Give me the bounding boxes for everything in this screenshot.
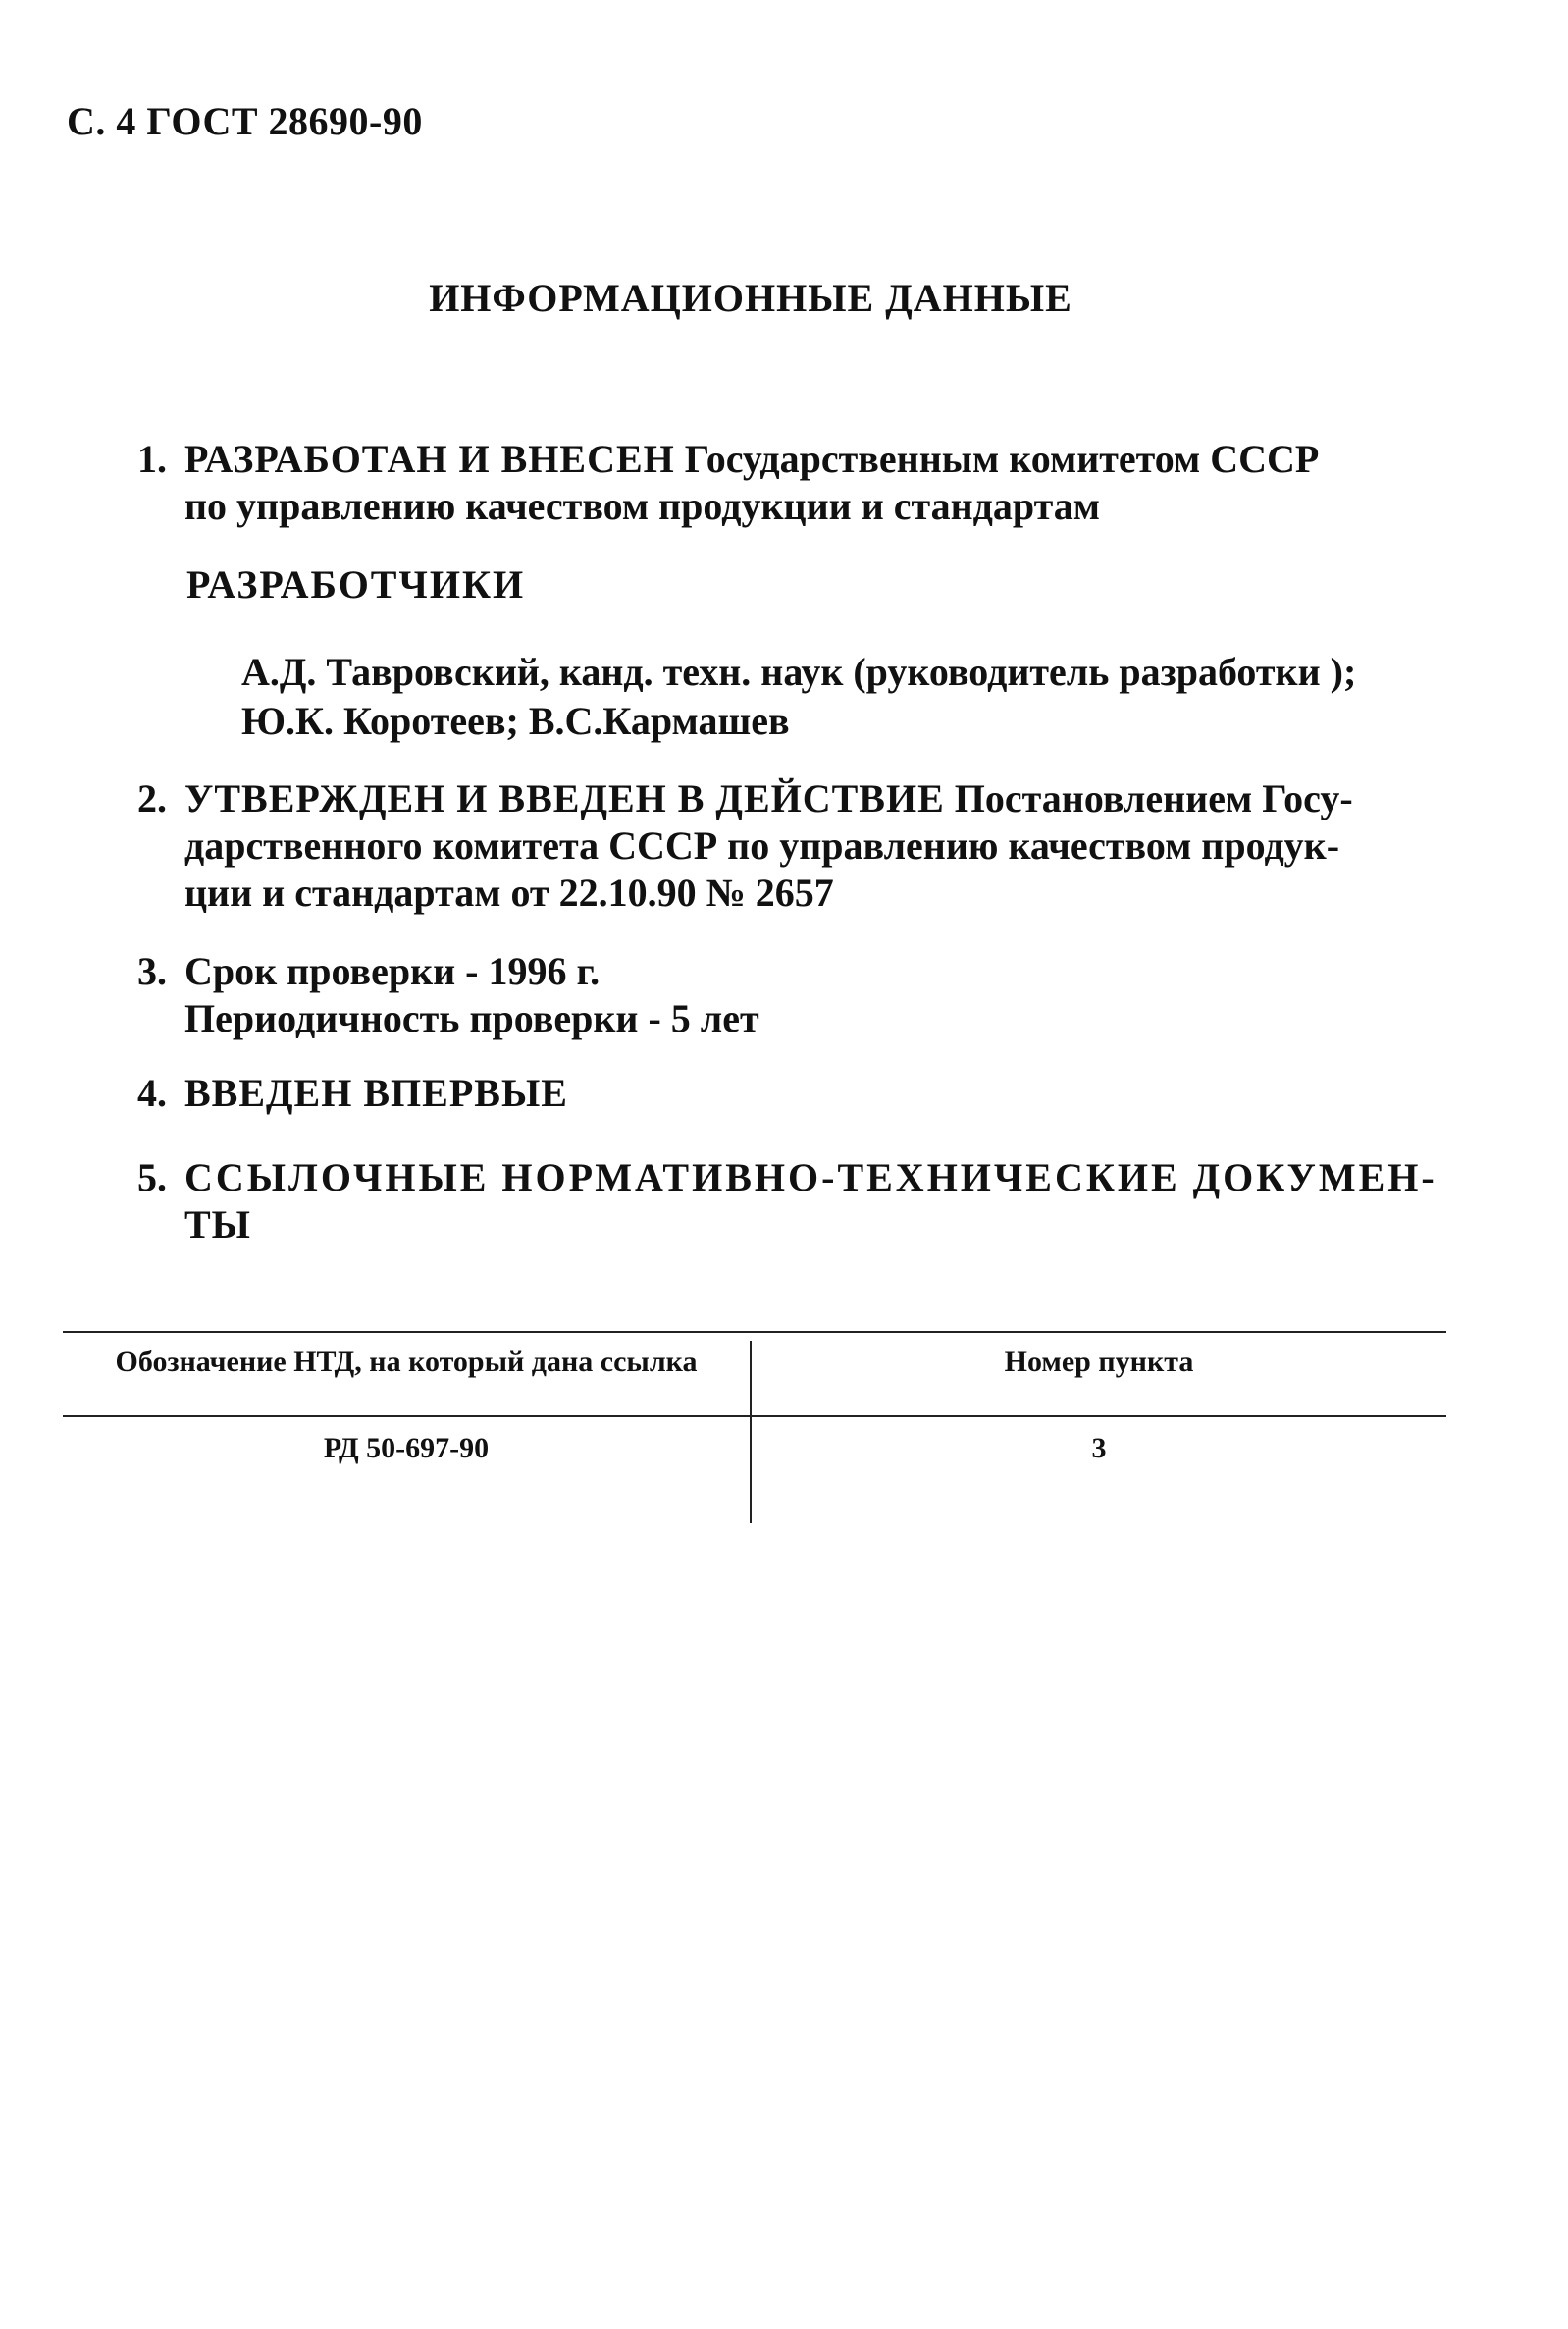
item-number: 3. bbox=[137, 949, 167, 993]
section-title: ИНФОРМАЦИОННЫЕ ДАННЫЕ bbox=[429, 276, 1072, 320]
table-header-designation: Обозначение НТД, на который дана ссылка bbox=[115, 1346, 698, 1378]
item-text: Постановлением Госу- bbox=[944, 776, 1353, 820]
item-number: 5. bbox=[137, 1155, 167, 1199]
table-cell-clause: 3 bbox=[1091, 1432, 1107, 1464]
item-number: 1. bbox=[137, 437, 167, 481]
item-continuation: по управлению качеством продукции и стандартам bbox=[184, 484, 1101, 528]
item-continuation: дарственного комитета СССР по управлению качеством продук- bbox=[184, 823, 1340, 868]
table-cell-designation: РД 50-697-90 bbox=[323, 1432, 490, 1464]
table-header-clause: Номер пункта bbox=[1004, 1346, 1194, 1378]
info-item-1 bbox=[137, 436, 1442, 530]
item-continuation: Периодичность проверки - 5 лет bbox=[184, 996, 759, 1040]
developers-heading: РАЗРАБОТЧИКИ bbox=[186, 562, 526, 607]
table-header-rule bbox=[63, 1415, 1446, 1417]
item-number: 2. bbox=[137, 776, 167, 820]
item-text: Государственным комитетом СССР bbox=[674, 437, 1320, 481]
item-lead: УТВЕРЖДЕН И ВВЕДЕН В ДЕЙСТВИЕ bbox=[184, 776, 945, 820]
developers-line-1: А.Д. Тавровский, канд. техн. наук (руководитель разработки ); bbox=[241, 650, 1357, 694]
item-lead: ССЫЛОЧНЫЕ НОРМАТИВНО-ТЕХНИЧЕСКИЕ ДОКУМЕН- bbox=[184, 1155, 1437, 1199]
item-continuation: ТЫ bbox=[184, 1202, 251, 1246]
item-text: Срок проверки - 1996 г. bbox=[184, 949, 601, 993]
developers-line-2: Ю.К. Коротеев; В.С.Кармашев bbox=[241, 699, 790, 743]
info-item-4 bbox=[137, 1070, 1442, 1117]
info-item-3 bbox=[137, 948, 1442, 1042]
table-top-rule bbox=[63, 1331, 1446, 1333]
reference-table bbox=[63, 1331, 1446, 1517]
info-item-5 bbox=[137, 1154, 1442, 1248]
item-lead: РАЗРАБОТАН И ВНЕСЕН bbox=[184, 437, 675, 481]
item-lead: ВВЕДЕН ВПЕРВЫЕ bbox=[184, 1071, 568, 1115]
page-header: С. 4 ГОСТ 28690-90 bbox=[67, 99, 423, 143]
item-number: 4. bbox=[137, 1071, 167, 1115]
developers-list bbox=[241, 648, 1448, 746]
item-continuation-2: ции и стандартам от 22.10.90 № 2657 bbox=[184, 871, 834, 915]
info-item-2 bbox=[137, 775, 1442, 917]
